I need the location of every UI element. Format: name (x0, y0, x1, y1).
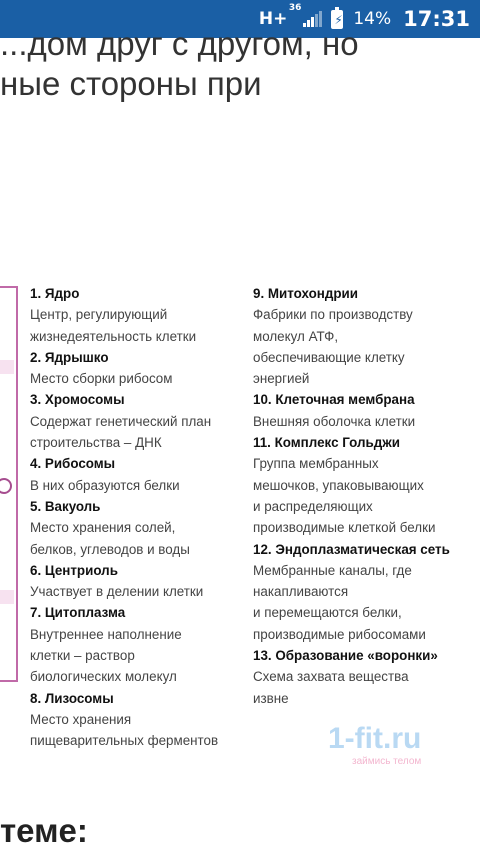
legend-item-description: Место хранения солей, (30, 520, 176, 536)
legend-item-description: белков, углеводов и воды (30, 541, 190, 557)
legend-item-description: клетки – раствор (30, 648, 135, 664)
legend-item-description: Центр, регулирующий (30, 307, 168, 323)
legend-item-description: мешочков, упаковывающих (253, 477, 424, 493)
legend-item-description: молекул АТФ, (253, 328, 339, 344)
legend-item-description: и распределяющих (253, 498, 373, 514)
clock: 17:31 (403, 7, 470, 31)
section-heading-cut: теме: (0, 812, 88, 849)
legend-right-column (253, 283, 468, 709)
legend-item-description: биологических молекул (30, 669, 177, 685)
legend-item-title: 9. Митохондрии (253, 286, 359, 301)
site-logo (328, 722, 458, 772)
legend-item-title: 12. Эндоплазматическая сеть (253, 541, 450, 557)
legend-item-description: Фабрики по производству (253, 307, 413, 323)
legend-item-description: Схема захвата вещества (253, 669, 409, 685)
legend-item-title: 13. Образование «воронки» (253, 648, 438, 664)
legend-item-description: Содержат генетический план (30, 413, 212, 429)
logo-slogan: займись телом (352, 756, 422, 767)
legend-item-description: Место сборки рибосом (30, 371, 173, 387)
legend-item-description: извне (253, 690, 289, 706)
legend-item-description: Место хранения (30, 711, 132, 727)
battery-charging-icon: ⚡ (331, 10, 343, 29)
legend-item-description: строительства – ДНК (30, 435, 162, 451)
legend-item-title: 1. Ядро (30, 286, 80, 301)
legend-item-title: 5. Вакуоль (30, 498, 101, 514)
legend-item-description: Мембранные каналы, где (253, 562, 412, 578)
legend-item-description: энергией (253, 371, 310, 387)
legend-item-description: и перемещаются белки, (253, 605, 402, 621)
legend-item-title: 7. Цитоплазма (30, 605, 126, 621)
legend-item-description: накапливаются (253, 584, 349, 600)
legend-item-description: Участвует в делении клетки (30, 584, 204, 600)
legend-item-description: жизнедеятельность клетки (30, 328, 197, 344)
legend-item-title: 10. Клеточная мембрана (253, 392, 415, 408)
legend-item-description: Группа мембранных (253, 456, 379, 472)
article-text-line: ные стороны при (0, 65, 262, 102)
legend-item-title: 6. Центриоль (30, 562, 118, 578)
diagram-marker (0, 590, 14, 604)
legend-item-description: пищеварительных ферментов (30, 733, 219, 749)
legend-item-title: 3. Хромосомы (30, 392, 125, 408)
legend-item-title: 11. Комплекс Гольджи (253, 435, 400, 451)
logo-text: 1-fit.ru (328, 722, 422, 755)
legend-item-description: обеспечивающие клетку (253, 349, 405, 365)
legend-item-description: Внутреннее наполнение (30, 626, 182, 642)
legend-item-title: 8. Лизосомы (30, 690, 114, 706)
legend-item-title: 2. Ядрышко (30, 349, 109, 365)
legend-item-description: В них образуются белки (30, 477, 180, 493)
network-type: H+ 36 (258, 3, 302, 29)
legend-item-description: Внешняя оболочка клетки (253, 413, 416, 429)
legend-item-title: 4. Рибосомы (30, 456, 116, 472)
legend-item-description: производимые клеткой белки (253, 520, 436, 536)
diagram-marker (0, 360, 14, 374)
legend-left-column (30, 283, 245, 752)
article-text-cut: ...дом друг с другом, но (0, 25, 359, 62)
battery-percent: 14% (353, 9, 392, 29)
legend-item-description: производимые рибосомами (253, 626, 426, 642)
